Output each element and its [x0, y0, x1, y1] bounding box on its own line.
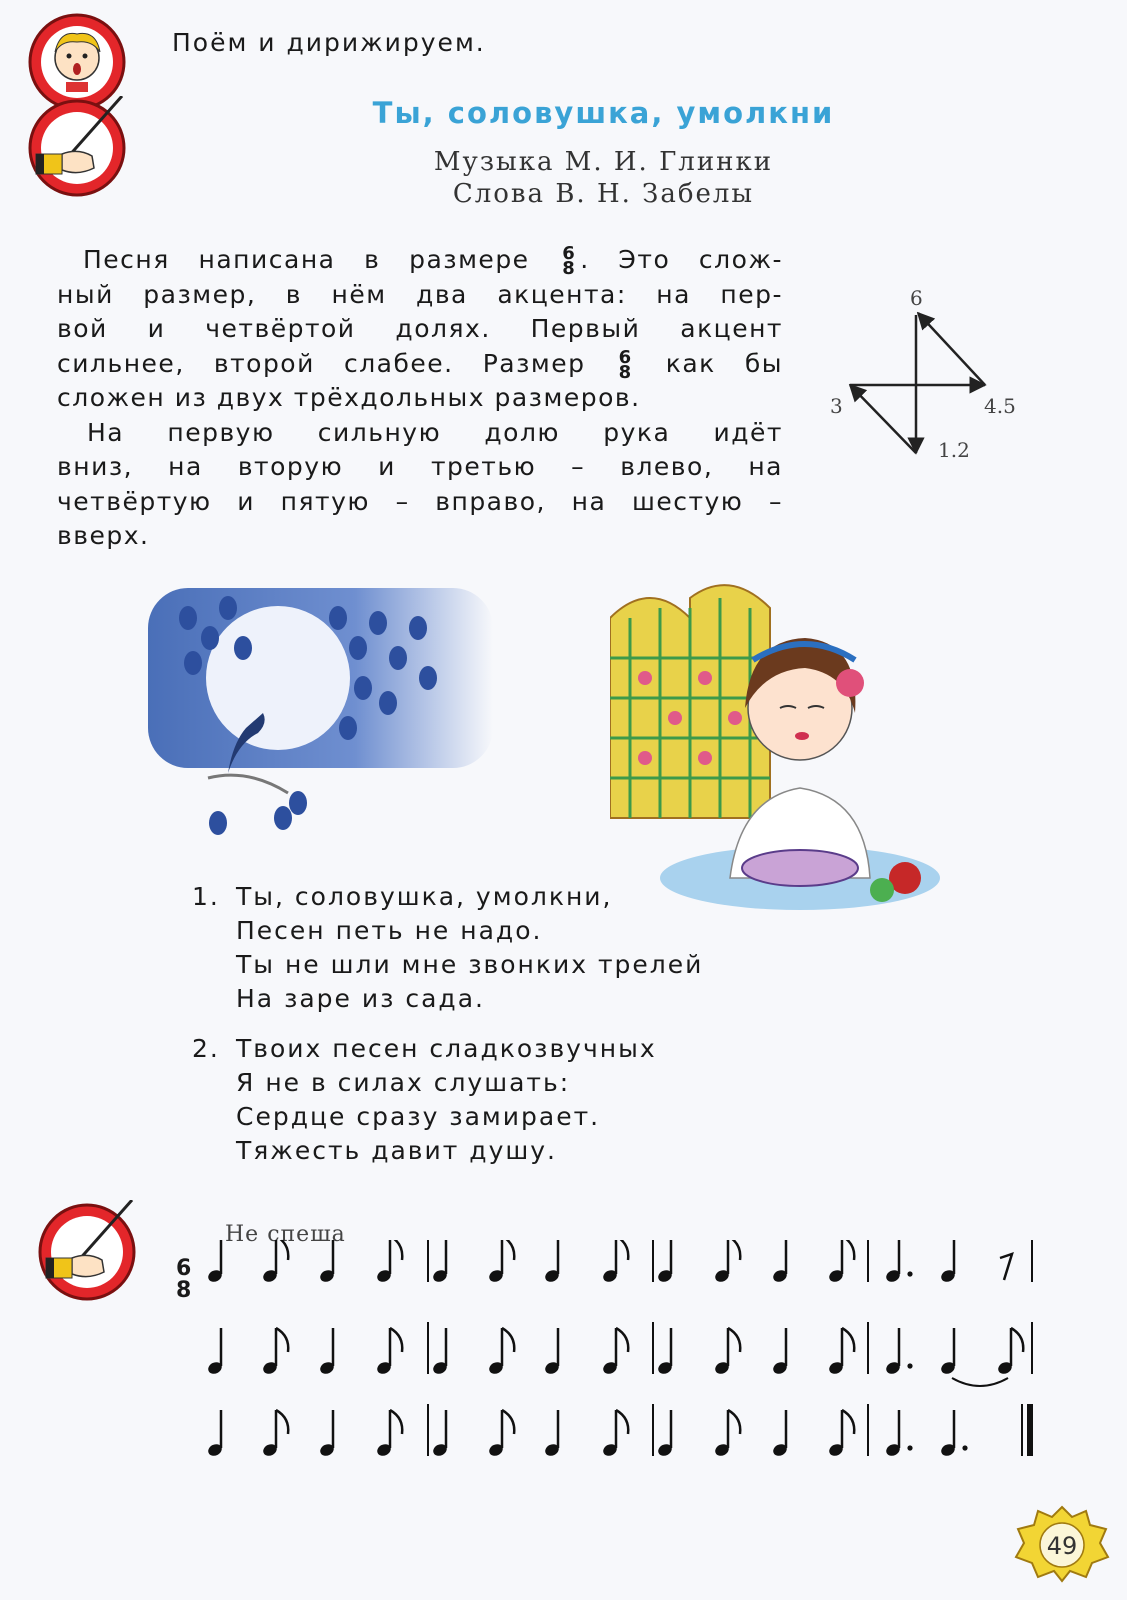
- verse-line: 1. Ты, соловушка, умолкни,: [192, 880, 703, 914]
- note-flag: [502, 1328, 514, 1352]
- time-signature: 6 8: [176, 1256, 192, 1303]
- meter-fraction: 6 8: [618, 346, 633, 381]
- note-flag: [616, 1240, 628, 1260]
- beat-label-12: 1.2: [938, 438, 970, 462]
- song-title: Ты, соловушка, умолкни: [372, 96, 835, 130]
- conducting-diagram: [830, 285, 1060, 475]
- meter-fraction: 6 8: [562, 243, 577, 278]
- beat-label-3: 3: [830, 394, 843, 418]
- theory-line: Песня написана в размере 6 8 . Это слож-: [83, 243, 783, 278]
- theory-line: вверх.: [57, 521, 150, 550]
- theory-line: ный размер, в нём два акцента: на пер-: [57, 279, 783, 309]
- note-flag: [616, 1410, 628, 1434]
- beat-label-6: 6: [910, 286, 923, 310]
- theory-line: На первую сильную долю рука идёт: [87, 417, 783, 447]
- verse-line: На заре из сада.: [236, 984, 485, 1013]
- page-number: 49: [1046, 1532, 1078, 1560]
- note-flag: [276, 1328, 288, 1352]
- theory-line: сильнее, второй слабее. Размер 6 8 как бы: [57, 346, 783, 381]
- rhythm-notation: [0, 1240, 1127, 1480]
- note-flag: [276, 1240, 288, 1260]
- music-credit: Музыка М. И. Глинки: [433, 147, 774, 177]
- note-dot: [962, 1445, 967, 1450]
- note-flag: [842, 1328, 854, 1352]
- verse-line: Ты не шли мне звонких трелей: [236, 950, 704, 979]
- page-number-badge: [1012, 1503, 1112, 1583]
- theory-line: сложен из двух трёхдольных размеров.: [57, 383, 641, 412]
- note-flag: [276, 1410, 288, 1434]
- eighth-rest: [1000, 1254, 1012, 1280]
- moon-nightingale-illustration: [148, 578, 493, 878]
- lyrics-credit: Слова В. Н. Забелы: [452, 179, 755, 209]
- verse-line: Я не в силах слушать:: [236, 1068, 571, 1097]
- note-flag: [842, 1240, 854, 1260]
- theory-line: вой и четвёртой долях. Первый акцент: [57, 314, 783, 343]
- note-flag: [728, 1328, 740, 1352]
- beat-3-stroke: [850, 385, 916, 453]
- final-bar-thick: [1027, 1404, 1033, 1456]
- verse-2: [192, 1032, 657, 1168]
- verse-line: Сердце сразу замирает.: [236, 1102, 601, 1131]
- note-dot: [907, 1445, 912, 1450]
- tempo-marking: Не спеша: [225, 1222, 346, 1247]
- instruction: Поём и дирижируем.: [172, 28, 486, 57]
- beat-label-45: 4.5: [984, 394, 1016, 418]
- verse-number: 1.: [192, 882, 220, 911]
- note-flag: [502, 1410, 514, 1434]
- note-flag: [390, 1240, 402, 1260]
- note-flag: [390, 1410, 402, 1434]
- note-flag: [728, 1410, 740, 1434]
- note-flag: [1011, 1328, 1023, 1352]
- girl-at-window-illustration: [610, 578, 980, 913]
- note-flag: [616, 1328, 628, 1352]
- verse-number: 2.: [192, 1034, 220, 1063]
- verse-1: [192, 880, 703, 1016]
- note-dot: [907, 1271, 912, 1276]
- verse-line: Песен петь не надо.: [236, 916, 543, 945]
- verse-line: Тяжесть давит душу.: [236, 1136, 557, 1165]
- note-dot: [907, 1363, 912, 1368]
- note-flag: [390, 1328, 402, 1352]
- tie: [952, 1378, 1008, 1386]
- theory-line: вниз, на вторую и третью – влево, на: [57, 452, 783, 481]
- theory-line: четвёртую и пятую – вправо, на шестую –: [57, 486, 783, 516]
- beat-6-stroke: [918, 313, 985, 385]
- song-credits: [0, 146, 1127, 210]
- theory-paragraph: [57, 243, 783, 554]
- note-flag: [728, 1240, 740, 1260]
- verse-line: 2. Твоих песен сладкозвучных: [192, 1032, 657, 1066]
- note-flag: [502, 1240, 514, 1260]
- note-flag: [842, 1410, 854, 1434]
